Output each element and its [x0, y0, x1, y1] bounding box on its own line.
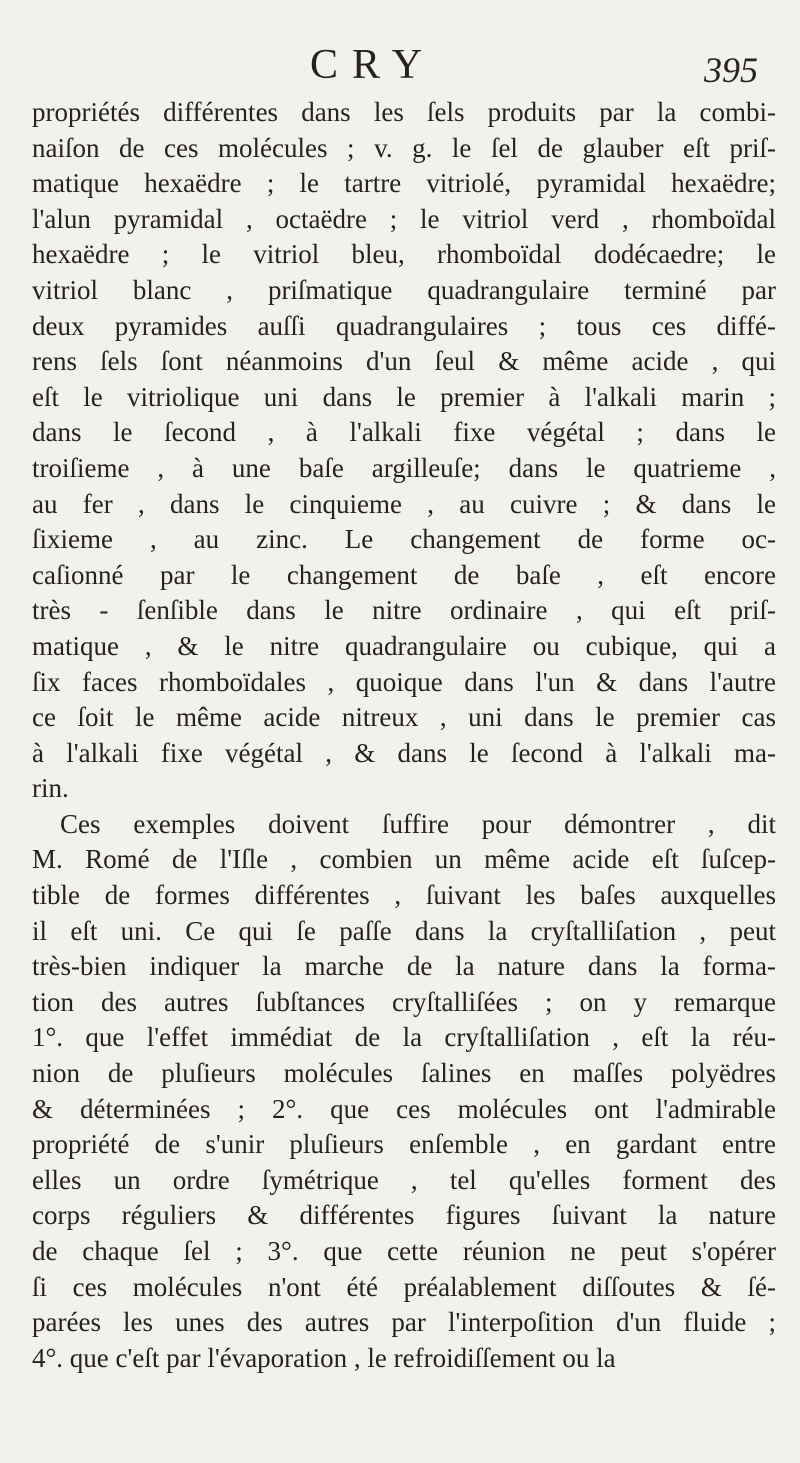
text-line: ſi ces molécules n'ont été préalablement diſſoutes & ſé- [32, 1271, 776, 1302]
text-line: caſionné par le changement de baſe , eſt encore [32, 559, 776, 590]
text-line: nion de pluſieurs molécules ſalines en maſſes polyëdres [32, 1058, 776, 1089]
text-line: propriétés différentes dans les ſels produits par la combi- [32, 97, 776, 127]
text-line: de chaque ſel ; 3°. que cette réunion ne peut s'opérer [32, 1236, 776, 1266]
text-line: corps réguliers & différentes figures ſuivant la nature [32, 1200, 776, 1231]
text-line: matique , & le nitre quadrangulaire ou cubique, qui a [32, 630, 776, 661]
text-line: ſix faces rhomboïdales , quoique dans l'un & dans l'autre [32, 666, 776, 697]
paragraph [32, 807, 776, 1377]
text-line: l'alun pyramidal , octaëdre ; le vitriol verd , rhomboïdal [32, 203, 776, 234]
paragraph [32, 95, 776, 807]
text-line: eſt le vitriolique uni dans le premier à l'alkali marin ; [32, 381, 776, 412]
text-line: tion des autres ſubſtances cryſtalliſées ; on y remarque [32, 986, 776, 1017]
text-line: au fer , dans le cinquieme , au cuivre ; & dans le [32, 488, 776, 519]
text-line: naiſon de ces molécules ; v. g. le ſel de glauber eſt priſ- [32, 132, 776, 163]
text-line: deux pyramides auſſi quadrangulaires ; tous ces diffé- [32, 310, 776, 341]
text-line: Ces exemples doivent ſuffire pour démontrer , dit [60, 808, 776, 839]
text-line: dans le ſecond , à l'alkali fixe végétal ; dans le [32, 417, 776, 448]
running-head-word: CRY [310, 42, 437, 88]
text-line: il eſt uni. Ce qui ſe paſſe dans la cryſtalliſation , peut [32, 915, 776, 946]
text-line: 4°. que c'eſt par l'évaporation , le refroidiſſement ou la [32, 1342, 616, 1373]
text-line: 1°. que l'effet immédiat de la cryſtalliſation , eſt la réu- [32, 1022, 776, 1053]
body-text [32, 95, 776, 1376]
text-line: ce ſoit le même acide nitreux , uni dans le premier cas [32, 702, 776, 733]
text-line: elles un ordre ſymétrique , tel qu'elles forment des [32, 1164, 776, 1195]
text-line: tible de formes différentes , ſuivant les baſes auxquelles [32, 880, 776, 911]
text-line: & déterminées ; 2°. que ces molécules ont l'admirable [32, 1093, 776, 1124]
text-line: très - ſenſible dans le nitre ordinaire , qui eſt priſ- [32, 595, 776, 626]
text-line: hexaëdre ; le vitriol bleu, rhomboïdal dodécaedre; le [32, 239, 776, 270]
running-head [0, 40, 800, 90]
text-line: rin. [32, 773, 69, 804]
text-line: matique hexaëdre ; le tartre vitriolé, pyramidal hexaëdre; [32, 168, 776, 199]
text-line: ſixieme , au zinc. Le changement de forme oc- [32, 524, 776, 555]
text-line: rens ſels ſont néanmoins d'un ſeul & même acide , qui [32, 346, 776, 377]
text-line: M. Romé de l'Iſle , combien un même acide eſt ſuſcep- [32, 844, 776, 875]
text-line: vitriol blanc , priſmatique quadrangulaire terminé par [32, 274, 776, 305]
page-number: 395 [704, 50, 758, 90]
text-line: troiſieme , à une baſe argilleuſe; dans le quatrieme , [32, 452, 776, 483]
text-line: à l'alkali fixe végétal , & dans le ſecond à l'alkali ma- [32, 737, 776, 768]
text-line: propriété de s'unir pluſieurs enſemble , en gardant entre [32, 1129, 776, 1160]
text-line: très-bien indiquer la marche de la nature dans la forma- [32, 951, 776, 982]
text-line: parées les unes des autres par l'interpoſition d'un fluide ; [32, 1307, 776, 1338]
